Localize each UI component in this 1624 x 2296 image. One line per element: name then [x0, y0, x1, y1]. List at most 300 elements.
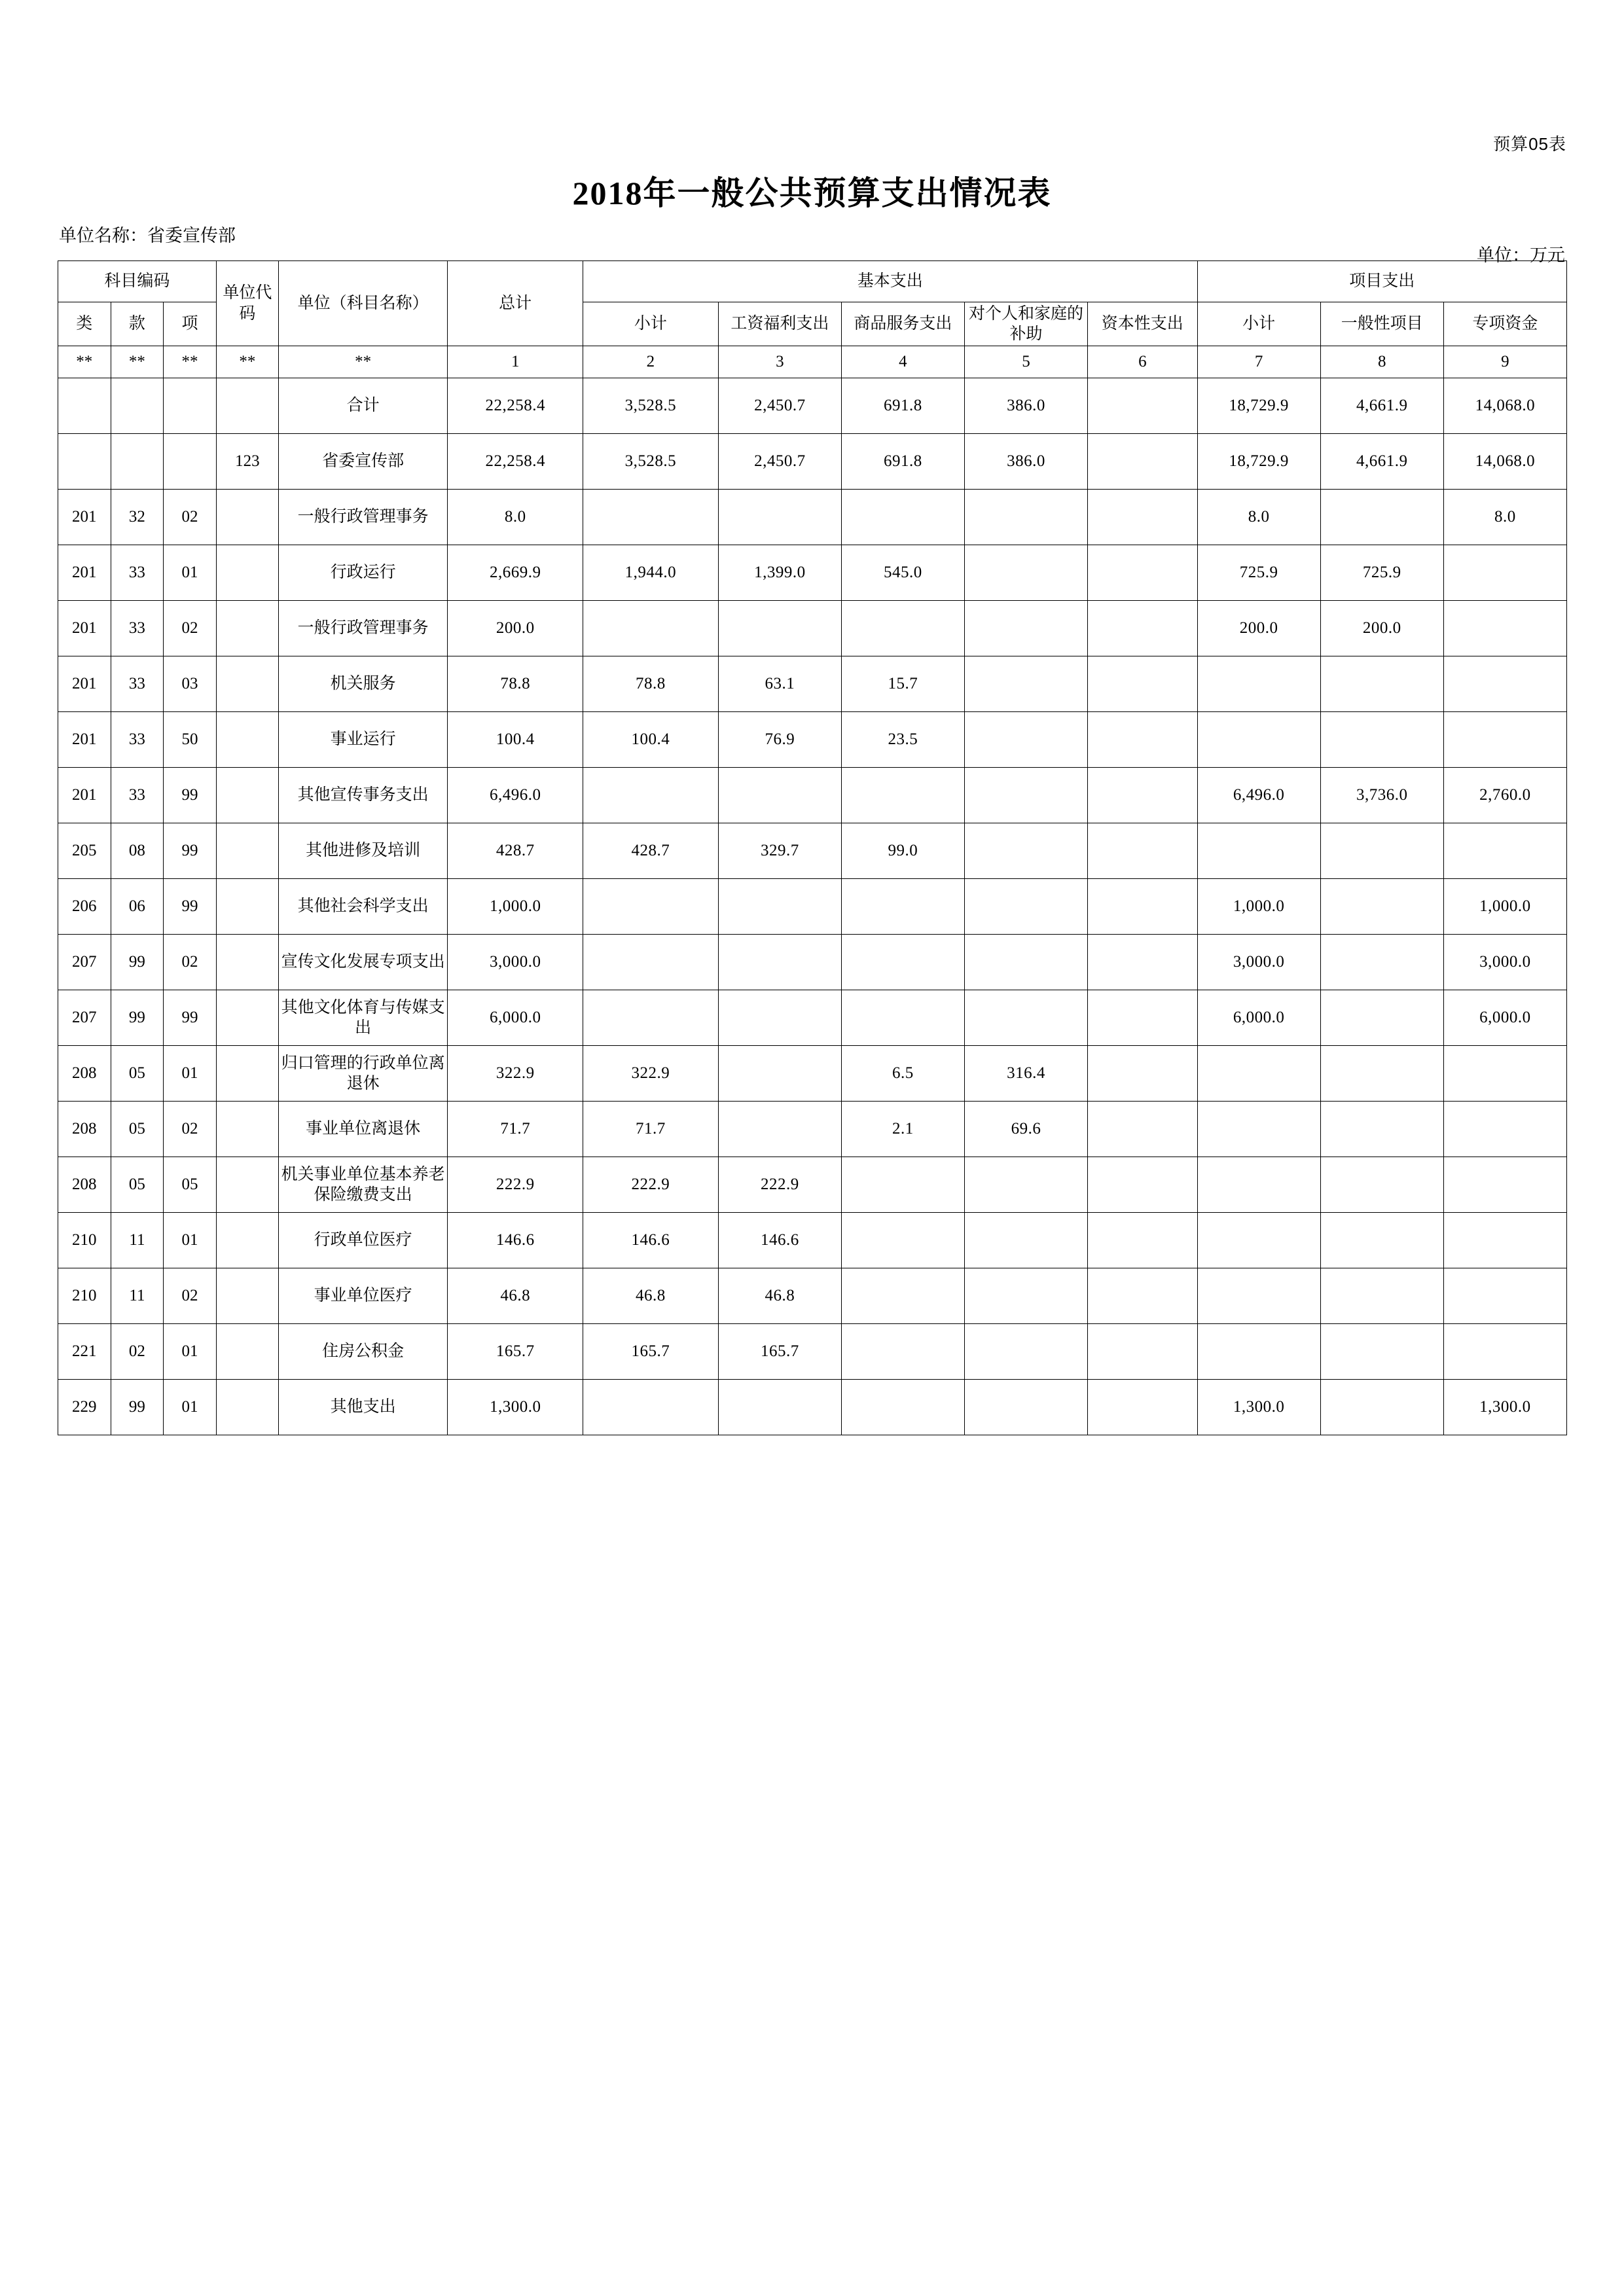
cell-project-subtotal [1197, 1324, 1320, 1380]
cell-item: 01 [164, 1213, 217, 1268]
cell-general [1320, 1213, 1443, 1268]
cell-general [1320, 935, 1443, 990]
cell-personal: 316.4 [964, 1046, 1087, 1102]
cell-special: 8.0 [1443, 490, 1566, 545]
cell-basic-subtotal: 3,528.5 [583, 434, 719, 490]
cell-special: 2,760.0 [1443, 768, 1566, 823]
cell-basic-subtotal: 46.8 [583, 1268, 719, 1324]
cell-personal [964, 1157, 1087, 1213]
cell-section: 33 [111, 601, 164, 656]
cell-item: 01 [164, 1046, 217, 1102]
cell-basic-subtotal: 146.6 [583, 1213, 719, 1268]
cell-class: 208 [58, 1157, 111, 1213]
cell-special [1443, 1102, 1566, 1157]
cell-section: 06 [111, 879, 164, 935]
cell-total: 71.7 [448, 1102, 583, 1157]
cell-project-subtotal: 3,000.0 [1197, 935, 1320, 990]
header-unit-name: 单位（科目名称） [278, 261, 447, 346]
cell-special: 14,068.0 [1443, 434, 1566, 490]
cell-project-subtotal [1197, 1157, 1320, 1213]
cell-class: 206 [58, 879, 111, 935]
cell-special [1443, 1213, 1566, 1268]
header-general-project: 一般性项目 [1320, 302, 1443, 346]
cell-section: 05 [111, 1157, 164, 1213]
table-row [58, 434, 1567, 490]
cell-personal [964, 990, 1087, 1046]
cell-item: 50 [164, 712, 217, 768]
cell-total: 6,496.0 [448, 768, 583, 823]
cell-class [58, 378, 111, 434]
cell-unit-code: 123 [216, 434, 278, 490]
cell-total: 2,669.9 [448, 545, 583, 601]
cell-general [1320, 879, 1443, 935]
cell-capital [1088, 656, 1197, 712]
table-row [58, 1157, 1567, 1213]
cell-goods [841, 1213, 964, 1268]
cell-goods: 691.8 [841, 378, 964, 434]
cell-section: 11 [111, 1268, 164, 1324]
cell-goods [841, 1157, 964, 1213]
cell-basic-subtotal: 222.9 [583, 1157, 719, 1213]
header-class: 类 [58, 302, 111, 346]
colnum-basic-subtotal: 2 [583, 346, 719, 378]
header-salary-welfare: 工资福利支出 [718, 302, 841, 346]
cell-project-subtotal: 6,000.0 [1197, 990, 1320, 1046]
cell-section: 08 [111, 823, 164, 879]
page-title: 2018年一般公共预算支出情况表 [572, 175, 1052, 211]
cell-item: 03 [164, 656, 217, 712]
cell-item: 02 [164, 1102, 217, 1157]
cell-special: 14,068.0 [1443, 378, 1566, 434]
cell-basic-subtotal: 3,528.5 [583, 378, 719, 434]
cell-name: 其他进修及培训 [278, 823, 447, 879]
cell-project-subtotal [1197, 823, 1320, 879]
cell-name: 行政单位医疗 [278, 1213, 447, 1268]
cell-project-subtotal: 18,729.9 [1197, 378, 1320, 434]
cell-basic-subtotal: 71.7 [583, 1102, 719, 1157]
cell-goods [841, 1268, 964, 1324]
cell-salary: 76.9 [718, 712, 841, 768]
cell-section: 33 [111, 768, 164, 823]
cell-salary [718, 935, 841, 990]
cell-item: 99 [164, 879, 217, 935]
cell-class: 205 [58, 823, 111, 879]
cell-unit-code [216, 823, 278, 879]
cell-name: 其他支出 [278, 1380, 447, 1435]
cell-capital [1088, 1213, 1197, 1268]
cell-total: 200.0 [448, 601, 583, 656]
cell-class: 201 [58, 601, 111, 656]
header-unit-code: 单位代码 [216, 261, 278, 346]
cell-total: 322.9 [448, 1046, 583, 1102]
cell-goods: 545.0 [841, 545, 964, 601]
cell-unit-code [216, 378, 278, 434]
header-group-subject-code: 科目编码 [58, 261, 217, 302]
cell-total: 428.7 [448, 823, 583, 879]
cell-project-subtotal [1197, 1046, 1320, 1102]
cell-general [1320, 990, 1443, 1046]
cell-item [164, 378, 217, 434]
cell-section: 05 [111, 1046, 164, 1102]
cell-total: 46.8 [448, 1268, 583, 1324]
cell-basic-subtotal: 428.7 [583, 823, 719, 879]
cell-name: 其他宣传事务支出 [278, 768, 447, 823]
table-row [58, 378, 1567, 434]
cell-project-subtotal: 725.9 [1197, 545, 1320, 601]
header-total: 总计 [448, 261, 583, 346]
cell-capital [1088, 1157, 1197, 1213]
colnum-goods: 4 [841, 346, 964, 378]
unit-name-label: 单位名称：省委宣传部 [59, 226, 236, 245]
cell-goods [841, 1380, 964, 1435]
cell-general: 4,661.9 [1320, 434, 1443, 490]
cell-general: 725.9 [1320, 545, 1443, 601]
cell-personal [964, 545, 1087, 601]
cell-class: 208 [58, 1102, 111, 1157]
cell-special [1443, 545, 1566, 601]
table-row [58, 1268, 1567, 1324]
colnum-section: ** [111, 346, 164, 378]
cell-basic-subtotal [583, 601, 719, 656]
cell-salary: 329.7 [718, 823, 841, 879]
header-capital: 资本性支出 [1088, 302, 1197, 346]
cell-total: 78.8 [448, 656, 583, 712]
cell-basic-subtotal [583, 990, 719, 1046]
cell-basic-subtotal: 78.8 [583, 656, 719, 712]
cell-class [58, 434, 111, 490]
cell-special [1443, 601, 1566, 656]
cell-goods: 99.0 [841, 823, 964, 879]
cell-general [1320, 1324, 1443, 1380]
colnum-project-subtotal: 7 [1197, 346, 1320, 378]
cell-total: 100.4 [448, 712, 583, 768]
cell-capital [1088, 990, 1197, 1046]
cell-class: 201 [58, 656, 111, 712]
cell-project-subtotal [1197, 1102, 1320, 1157]
cell-personal [964, 879, 1087, 935]
cell-item: 02 [164, 490, 217, 545]
header-basic-subtotal: 小计 [583, 302, 719, 346]
cell-salary [718, 1380, 841, 1435]
cell-name: 省委宣传部 [278, 434, 447, 490]
cell-class: 201 [58, 490, 111, 545]
cell-capital [1088, 768, 1197, 823]
table-row [58, 1102, 1567, 1157]
cell-section [111, 434, 164, 490]
cell-class: 207 [58, 935, 111, 990]
cell-unit-code [216, 1268, 278, 1324]
cell-goods [841, 768, 964, 823]
cell-name: 住房公积金 [278, 1324, 447, 1380]
cell-basic-subtotal [583, 768, 719, 823]
cell-personal [964, 1213, 1087, 1268]
table-row [58, 935, 1567, 990]
cell-class: 210 [58, 1213, 111, 1268]
cell-total: 222.9 [448, 1157, 583, 1213]
cell-item: 02 [164, 601, 217, 656]
colnum-item: ** [164, 346, 217, 378]
cell-special [1443, 823, 1566, 879]
cell-name: 其他社会科学支出 [278, 879, 447, 935]
cell-salary [718, 990, 841, 1046]
cell-project-subtotal: 1,300.0 [1197, 1380, 1320, 1435]
cell-goods [841, 601, 964, 656]
cell-unit-code [216, 1157, 278, 1213]
colnum-capital: 6 [1088, 346, 1197, 378]
cell-basic-subtotal [583, 1380, 719, 1435]
cell-special [1443, 1268, 1566, 1324]
cell-goods: 2.1 [841, 1102, 964, 1157]
cell-personal [964, 656, 1087, 712]
cell-item: 99 [164, 990, 217, 1046]
cell-capital [1088, 879, 1197, 935]
cell-salary: 2,450.7 [718, 434, 841, 490]
cell-personal [964, 490, 1087, 545]
cell-project-subtotal [1197, 1268, 1320, 1324]
cell-name: 其他文化体育与传媒支出 [278, 990, 447, 1046]
cell-basic-subtotal: 322.9 [583, 1046, 719, 1102]
table-row [58, 1046, 1567, 1102]
cell-item: 01 [164, 545, 217, 601]
cell-item: 99 [164, 823, 217, 879]
colnum-class: ** [58, 346, 111, 378]
cell-basic-subtotal: 100.4 [583, 712, 719, 768]
cell-general [1320, 656, 1443, 712]
cell-personal [964, 1380, 1087, 1435]
cell-unit-code [216, 545, 278, 601]
cell-item [164, 434, 217, 490]
table-row [58, 1324, 1567, 1380]
cell-unit-code [216, 712, 278, 768]
cell-general: 4,661.9 [1320, 378, 1443, 434]
cell-unit-code [216, 490, 278, 545]
cell-salary [718, 490, 841, 545]
table-body [58, 378, 1567, 1435]
cell-unit-code [216, 935, 278, 990]
cell-general [1320, 490, 1443, 545]
cell-total: 3,000.0 [448, 935, 583, 990]
cell-capital [1088, 490, 1197, 545]
header-group-basic-expenditure: 基本支出 [583, 261, 1197, 302]
cell-unit-code [216, 601, 278, 656]
cell-name: 行政运行 [278, 545, 447, 601]
colnum-personal: 5 [964, 346, 1087, 378]
cell-project-subtotal: 8.0 [1197, 490, 1320, 545]
cell-unit-code [216, 990, 278, 1046]
cell-section [111, 378, 164, 434]
cell-section: 02 [111, 1324, 164, 1380]
cell-capital [1088, 1046, 1197, 1102]
cell-project-subtotal [1197, 1213, 1320, 1268]
cell-basic-subtotal [583, 490, 719, 545]
table-row [58, 601, 1567, 656]
table-row [58, 545, 1567, 601]
unit-measure-label: 单位：万元 [1477, 245, 1565, 265]
cell-class: 201 [58, 768, 111, 823]
table-row [58, 656, 1567, 712]
cell-class: 221 [58, 1324, 111, 1380]
cell-general [1320, 823, 1443, 879]
cell-basic-subtotal [583, 879, 719, 935]
cell-personal [964, 712, 1087, 768]
header-special-fund: 专项资金 [1443, 302, 1566, 346]
table-row [58, 990, 1567, 1046]
cell-personal [964, 823, 1087, 879]
table-row [58, 879, 1567, 935]
cell-salary [718, 768, 841, 823]
cell-unit-code [216, 768, 278, 823]
cell-salary [718, 601, 841, 656]
cell-capital [1088, 935, 1197, 990]
cell-item: 01 [164, 1380, 217, 1435]
cell-total: 22,258.4 [448, 434, 583, 490]
cell-general [1320, 1268, 1443, 1324]
cell-project-subtotal: 1,000.0 [1197, 879, 1320, 935]
cell-goods [841, 935, 964, 990]
cell-name: 事业单位医疗 [278, 1268, 447, 1324]
cell-total: 22,258.4 [448, 378, 583, 434]
cell-section: 33 [111, 656, 164, 712]
cell-salary: 2,450.7 [718, 378, 841, 434]
cell-name: 归口管理的行政单位离退休 [278, 1046, 447, 1102]
cell-capital [1088, 1102, 1197, 1157]
cell-basic-subtotal [583, 935, 719, 990]
cell-salary: 63.1 [718, 656, 841, 712]
cell-project-subtotal [1197, 656, 1320, 712]
cell-item: 02 [164, 935, 217, 990]
cell-capital [1088, 601, 1197, 656]
colnum-general: 8 [1320, 346, 1443, 378]
table-row [58, 823, 1567, 879]
table-row [58, 490, 1567, 545]
cell-salary [718, 1046, 841, 1102]
cell-total: 165.7 [448, 1324, 583, 1380]
cell-basic-subtotal: 165.7 [583, 1324, 719, 1380]
cell-salary: 222.9 [718, 1157, 841, 1213]
cell-salary: 146.6 [718, 1213, 841, 1268]
cell-name: 合计 [278, 378, 447, 434]
cell-item: 02 [164, 1268, 217, 1324]
cell-special: 1,000.0 [1443, 879, 1566, 935]
cell-class: 229 [58, 1380, 111, 1435]
cell-general [1320, 1157, 1443, 1213]
cell-project-subtotal: 18,729.9 [1197, 434, 1320, 490]
cell-special: 3,000.0 [1443, 935, 1566, 990]
cell-unit-code [216, 1213, 278, 1268]
cell-special [1443, 712, 1566, 768]
header-goods-services: 商品服务支出 [841, 302, 964, 346]
cell-project-subtotal: 200.0 [1197, 601, 1320, 656]
cell-goods [841, 990, 964, 1046]
cell-general: 3,736.0 [1320, 768, 1443, 823]
cell-unit-code [216, 1324, 278, 1380]
cell-special: 6,000.0 [1443, 990, 1566, 1046]
cell-goods: 691.8 [841, 434, 964, 490]
cell-personal [964, 1268, 1087, 1324]
cell-general [1320, 1046, 1443, 1102]
cell-section: 32 [111, 490, 164, 545]
table-row [58, 712, 1567, 768]
cell-total: 8.0 [448, 490, 583, 545]
cell-salary [718, 1102, 841, 1157]
cell-personal: 69.6 [964, 1102, 1087, 1157]
cell-goods [841, 1324, 964, 1380]
cell-salary [718, 879, 841, 935]
cell-salary: 46.8 [718, 1268, 841, 1324]
cell-capital [1088, 1380, 1197, 1435]
cell-name: 宣传文化发展专项支出 [278, 935, 447, 990]
cell-personal: 386.0 [964, 434, 1087, 490]
cell-total: 1,300.0 [448, 1380, 583, 1435]
colnum-total: 1 [448, 346, 583, 378]
cell-class: 207 [58, 990, 111, 1046]
colnum-salary: 3 [718, 346, 841, 378]
cell-total: 6,000.0 [448, 990, 583, 1046]
cell-special [1443, 656, 1566, 712]
cell-personal [964, 601, 1087, 656]
budget-expenditure-table [58, 260, 1567, 1435]
cell-personal [964, 1324, 1087, 1380]
cell-special [1443, 1157, 1566, 1213]
cell-unit-code [216, 1380, 278, 1435]
colnum-special: 9 [1443, 346, 1566, 378]
cell-personal [964, 768, 1087, 823]
header-item: 项 [164, 302, 217, 346]
cell-project-subtotal: 6,496.0 [1197, 768, 1320, 823]
cell-goods: 6.5 [841, 1046, 964, 1102]
cell-general: 200.0 [1320, 601, 1443, 656]
cell-general [1320, 712, 1443, 768]
cell-capital [1088, 1268, 1197, 1324]
cell-name: 机关服务 [278, 656, 447, 712]
cell-special [1443, 1324, 1566, 1380]
cell-goods: 15.7 [841, 656, 964, 712]
cell-section: 99 [111, 1380, 164, 1435]
cell-goods [841, 879, 964, 935]
cell-capital [1088, 545, 1197, 601]
table-row [58, 1213, 1567, 1268]
cell-salary: 1,399.0 [718, 545, 841, 601]
cell-salary: 165.7 [718, 1324, 841, 1380]
cell-section: 33 [111, 545, 164, 601]
cell-unit-code [216, 879, 278, 935]
cell-personal: 386.0 [964, 378, 1087, 434]
cell-class: 201 [58, 545, 111, 601]
cell-section: 33 [111, 712, 164, 768]
cell-item: 05 [164, 1157, 217, 1213]
header-group-project-expenditure: 项目支出 [1197, 261, 1566, 302]
table-row [58, 1380, 1567, 1435]
cell-unit-code [216, 656, 278, 712]
cell-item: 99 [164, 768, 217, 823]
cell-total: 146.6 [448, 1213, 583, 1268]
cell-personal [964, 935, 1087, 990]
table-row [58, 768, 1567, 823]
cell-name: 机关事业单位基本养老保险缴费支出 [278, 1157, 447, 1213]
cell-name: 一般行政管理事务 [278, 490, 447, 545]
colnum-unit-code: ** [216, 346, 278, 378]
cell-special: 1,300.0 [1443, 1380, 1566, 1435]
cell-name: 一般行政管理事务 [278, 601, 447, 656]
cell-section: 99 [111, 935, 164, 990]
cell-name: 事业运行 [278, 712, 447, 768]
cell-special [1443, 1046, 1566, 1102]
cell-goods [841, 490, 964, 545]
header-project-subtotal: 小计 [1197, 302, 1320, 346]
cell-general [1320, 1102, 1443, 1157]
cell-total: 1,000.0 [448, 879, 583, 935]
cell-capital [1088, 1324, 1197, 1380]
